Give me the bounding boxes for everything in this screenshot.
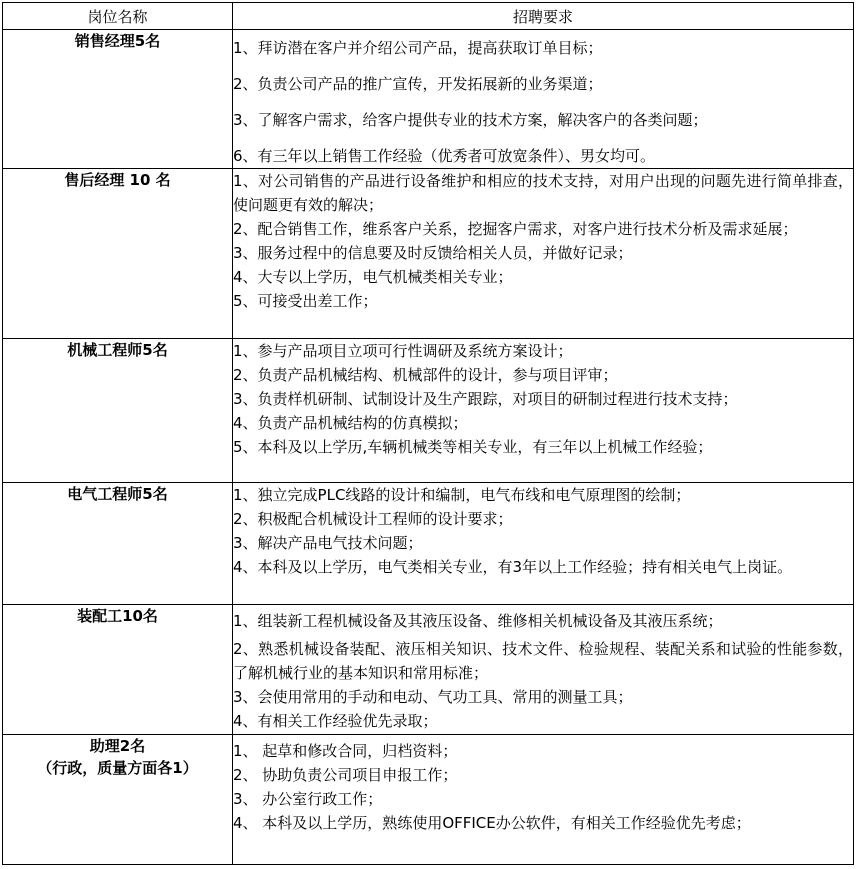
requirement-item: 3、负责样机研制、试制设计及生产跟踪，对项目的研制过程进行技术支持； — [233, 390, 738, 408]
requirement-item: 2、积极配合机械设计工程师的设计要求； — [233, 510, 513, 528]
requirement-item: 2、 协助负责公司项目申报工作； — [233, 766, 458, 784]
position-title: 售后经理 10 名 — [3, 169, 233, 339]
requirement-item: 1、独立完成PLC线路的设计和编制，电气布线和电气原理图的绘制； — [233, 486, 691, 504]
requirement-item: 1、对公司销售的产品进行设备维护和相应的技术支持，对用户出现的问题先进行简单排查，使问题更有效的解决； — [233, 172, 853, 214]
requirement-item: 1、参与产品项目立项可行性调研及系统方案设计； — [233, 342, 573, 360]
table-row — [3, 169, 854, 339]
requirement-item: 5、可接受出差工作； — [233, 292, 378, 310]
header-requirements: 招聘要求 — [233, 3, 854, 30]
requirement-item: 2、负责公司产品的推广宣传，开发拓展新的业务渠道； — [233, 75, 603, 93]
requirement-item: 2、负责产品机械结构、机械部件的设计，参与项目评审； — [233, 366, 618, 384]
requirements-cell — [233, 30, 854, 169]
position-title: 机械工程师5名 — [3, 339, 233, 483]
position-title: 装配工10名 — [3, 605, 233, 735]
table-row — [3, 735, 854, 865]
requirement-item: 6、有三年以上销售工作经验（优秀者可放宽条件）、男女均可。 — [233, 147, 656, 165]
requirements-cell — [233, 735, 854, 865]
requirements-cell — [233, 339, 854, 483]
requirement-item: 4、大专以上学历，电气机械类相关专业； — [233, 268, 513, 286]
header-row — [3, 3, 854, 30]
requirement-item: 4、本科及以上学历，电气类相关专业，有3年以上工作经验；持有相关电气上岗证。 — [233, 558, 793, 576]
requirement-item: 3、 办公室行政工作； — [233, 790, 383, 808]
requirement-item: 2、熟悉机械设备装配、液压相关知识、技术文件、检验规程、装配关系和试验的性能参数，了解机械行业的基本知识和常用标准； — [233, 640, 853, 682]
table-row — [3, 605, 854, 735]
recruitment-table — [2, 2, 854, 865]
requirements-cell — [233, 169, 854, 339]
position-title: 电气工程师5名 — [3, 483, 233, 605]
requirement-item: 5、本科及以上学历,车辆机械类等相关专业，有三年以上机械工作经验； — [233, 438, 713, 456]
requirement-item: 3、服务过程中的信息要及时反馈给相关人员，并做好记录； — [233, 244, 633, 262]
requirement-item: 1、组装新工程机械设备及其液压设备、维修相关机械设备及其液压系统； — [233, 612, 723, 630]
header-position: 岗位名称 — [3, 3, 233, 30]
position-title: 销售经理5名 — [3, 30, 233, 169]
requirement-item: 3、了解客户需求，给客户提供专业的技术方案，解决客户的各类问题； — [233, 111, 708, 129]
table-row — [3, 30, 854, 169]
table-row — [3, 339, 854, 483]
requirement-item: 4、有相关工作经验优先录取； — [233, 712, 438, 730]
requirements-cell — [233, 483, 854, 605]
position-subtitle: （行政，质量方面各1） — [37, 759, 198, 777]
requirement-item: 1、拜访潜在客户并介绍公司产品，提高获取订单目标； — [233, 39, 603, 57]
requirement-item: 2、配合销售工作，维系客户关系，挖掘客户需求，对客户进行技术分析及需求延展； — [233, 220, 798, 238]
requirement-item: 3、会使用常用的手动和电动、气功工具、常用的测量工具； — [233, 688, 633, 706]
table-row — [3, 483, 854, 605]
requirement-item: 4、负责产品机械结构的仿真模拟； — [233, 414, 468, 432]
position-title: 助理2名 — [89, 737, 146, 755]
requirement-item: 3、解决产品电气技术问题； — [233, 534, 423, 552]
position-title-cell — [3, 735, 233, 865]
requirement-item: 1、 起草和修改合同，归档资料； — [233, 742, 458, 760]
requirements-cell — [233, 605, 854, 735]
requirement-item: 4、 本科及以上学历，熟练使用OFFICE办公软件，有相关工作经验优先考虑； — [233, 814, 751, 832]
